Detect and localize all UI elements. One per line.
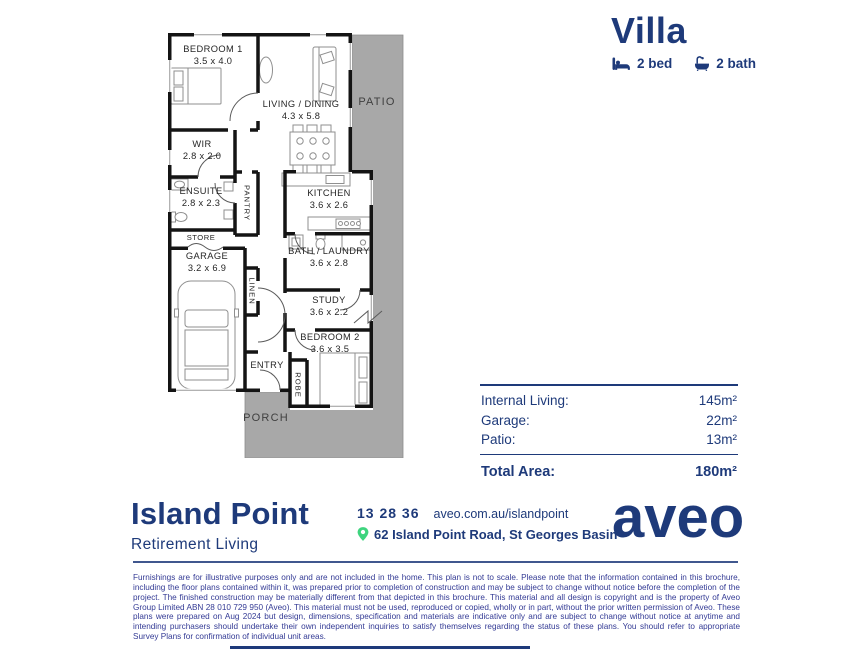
room-label-study: STUDY 3.6 x 2.2 bbox=[309, 295, 349, 317]
aveo-logo: aveo bbox=[612, 485, 745, 550]
separator-line bbox=[133, 561, 738, 563]
area-row-value: 13m² bbox=[706, 431, 737, 447]
room-label-pantry: PANTRY bbox=[242, 184, 252, 222]
room-label-bedroom2: BEDROOM 2 3.6 x 3.5 bbox=[300, 332, 360, 354]
website-link: aveo.com.au/islandpoint bbox=[433, 507, 569, 521]
bath-spec bbox=[694, 56, 756, 71]
area-row-garage bbox=[480, 410, 738, 429]
bath-icon bbox=[694, 56, 710, 71]
total-area-value: 180m² bbox=[695, 464, 737, 481]
spec-row bbox=[612, 56, 756, 71]
area-row-value: 22m² bbox=[706, 412, 737, 428]
room-label-wir: WIR 2.8 x 2.0 bbox=[182, 139, 222, 161]
room-label-porch: PORCH bbox=[243, 412, 289, 424]
phone-number: 13 28 36 bbox=[357, 505, 420, 521]
room-label-robe: ROBE bbox=[293, 372, 303, 398]
room-label-living-dining: LIVING / DINING 4.3 x 5.8 bbox=[262, 99, 340, 121]
areas-table bbox=[480, 384, 738, 480]
address: 62 Island Point Road, St Georges Basin bbox=[374, 526, 618, 542]
location-pin-icon bbox=[357, 526, 369, 542]
area-row-label: Garage: bbox=[481, 412, 530, 428]
room-label-store: STORE bbox=[186, 233, 216, 242]
total-area-row bbox=[480, 455, 738, 480]
bed-icon bbox=[612, 57, 631, 71]
room-label-patio: PATIO bbox=[358, 96, 396, 108]
room-label-linen: LINEN bbox=[247, 277, 257, 305]
page-title: Villa bbox=[611, 10, 687, 51]
total-area-label: Total Area: bbox=[481, 464, 556, 481]
bed-spec bbox=[612, 56, 672, 71]
brand-block bbox=[131, 496, 309, 554]
contact-block bbox=[357, 505, 617, 542]
floorplan bbox=[168, 33, 404, 458]
area-row-value: 145m² bbox=[698, 393, 737, 409]
room-label-ensuite: ENSUITE 2.8 x 2.3 bbox=[179, 186, 223, 208]
area-row-patio bbox=[480, 430, 738, 449]
room-label-kitchen: KITCHEN 3.6 x 2.6 bbox=[307, 188, 351, 210]
room-label-bath-laundry: BATH / LAUNDRY 3.6 x 2.8 bbox=[288, 246, 370, 268]
brand-name: Island Point bbox=[131, 496, 310, 531]
area-row-label: Internal Living: bbox=[481, 393, 569, 409]
disclaimer-text: Furnishings are for illustrative purposes only and are not included in the home. This plan is not to scale. Please note that the information contained in this brochure, including the floor plans contained within it, was prepared prior to completion of construction and may be subject to change without notice before the completion of the project. The finished construction may be materially different from that depicted in this brochure. This material and all design is copyright and is the property of Aveo Group Limited ABN 28 010 729 950 (Aveo). This material must not be used, reproduced or copied, wholly or in part, without the prior written permission of Aveo. These plans were prepared on Aug 2024 but design, dimensions, specification and materials are indicative only and are subject to change without notice at anytime and intending purchasers should undertake their own independent inquiries to satisfy themselves regarding the status of these plans. You should refer to appropriate Survey Plans for confirmation of individual unit areas. bbox=[133, 573, 740, 642]
room-label-entry: ENTRY bbox=[250, 360, 284, 370]
room-label-bedroom1: BEDROOM 1 3.5 x 4.0 bbox=[183, 44, 243, 66]
room-label-garage: GARAGE 3.2 x 6.9 bbox=[185, 251, 229, 273]
beds-count: 2 bed bbox=[637, 56, 673, 71]
area-row-label: Patio: bbox=[481, 431, 516, 447]
brand-subtitle: Retirement Living bbox=[131, 536, 259, 553]
baths-count: 2 bath bbox=[716, 56, 757, 71]
area-row-internal-living bbox=[480, 391, 738, 410]
bottom-accent-line bbox=[230, 646, 530, 649]
